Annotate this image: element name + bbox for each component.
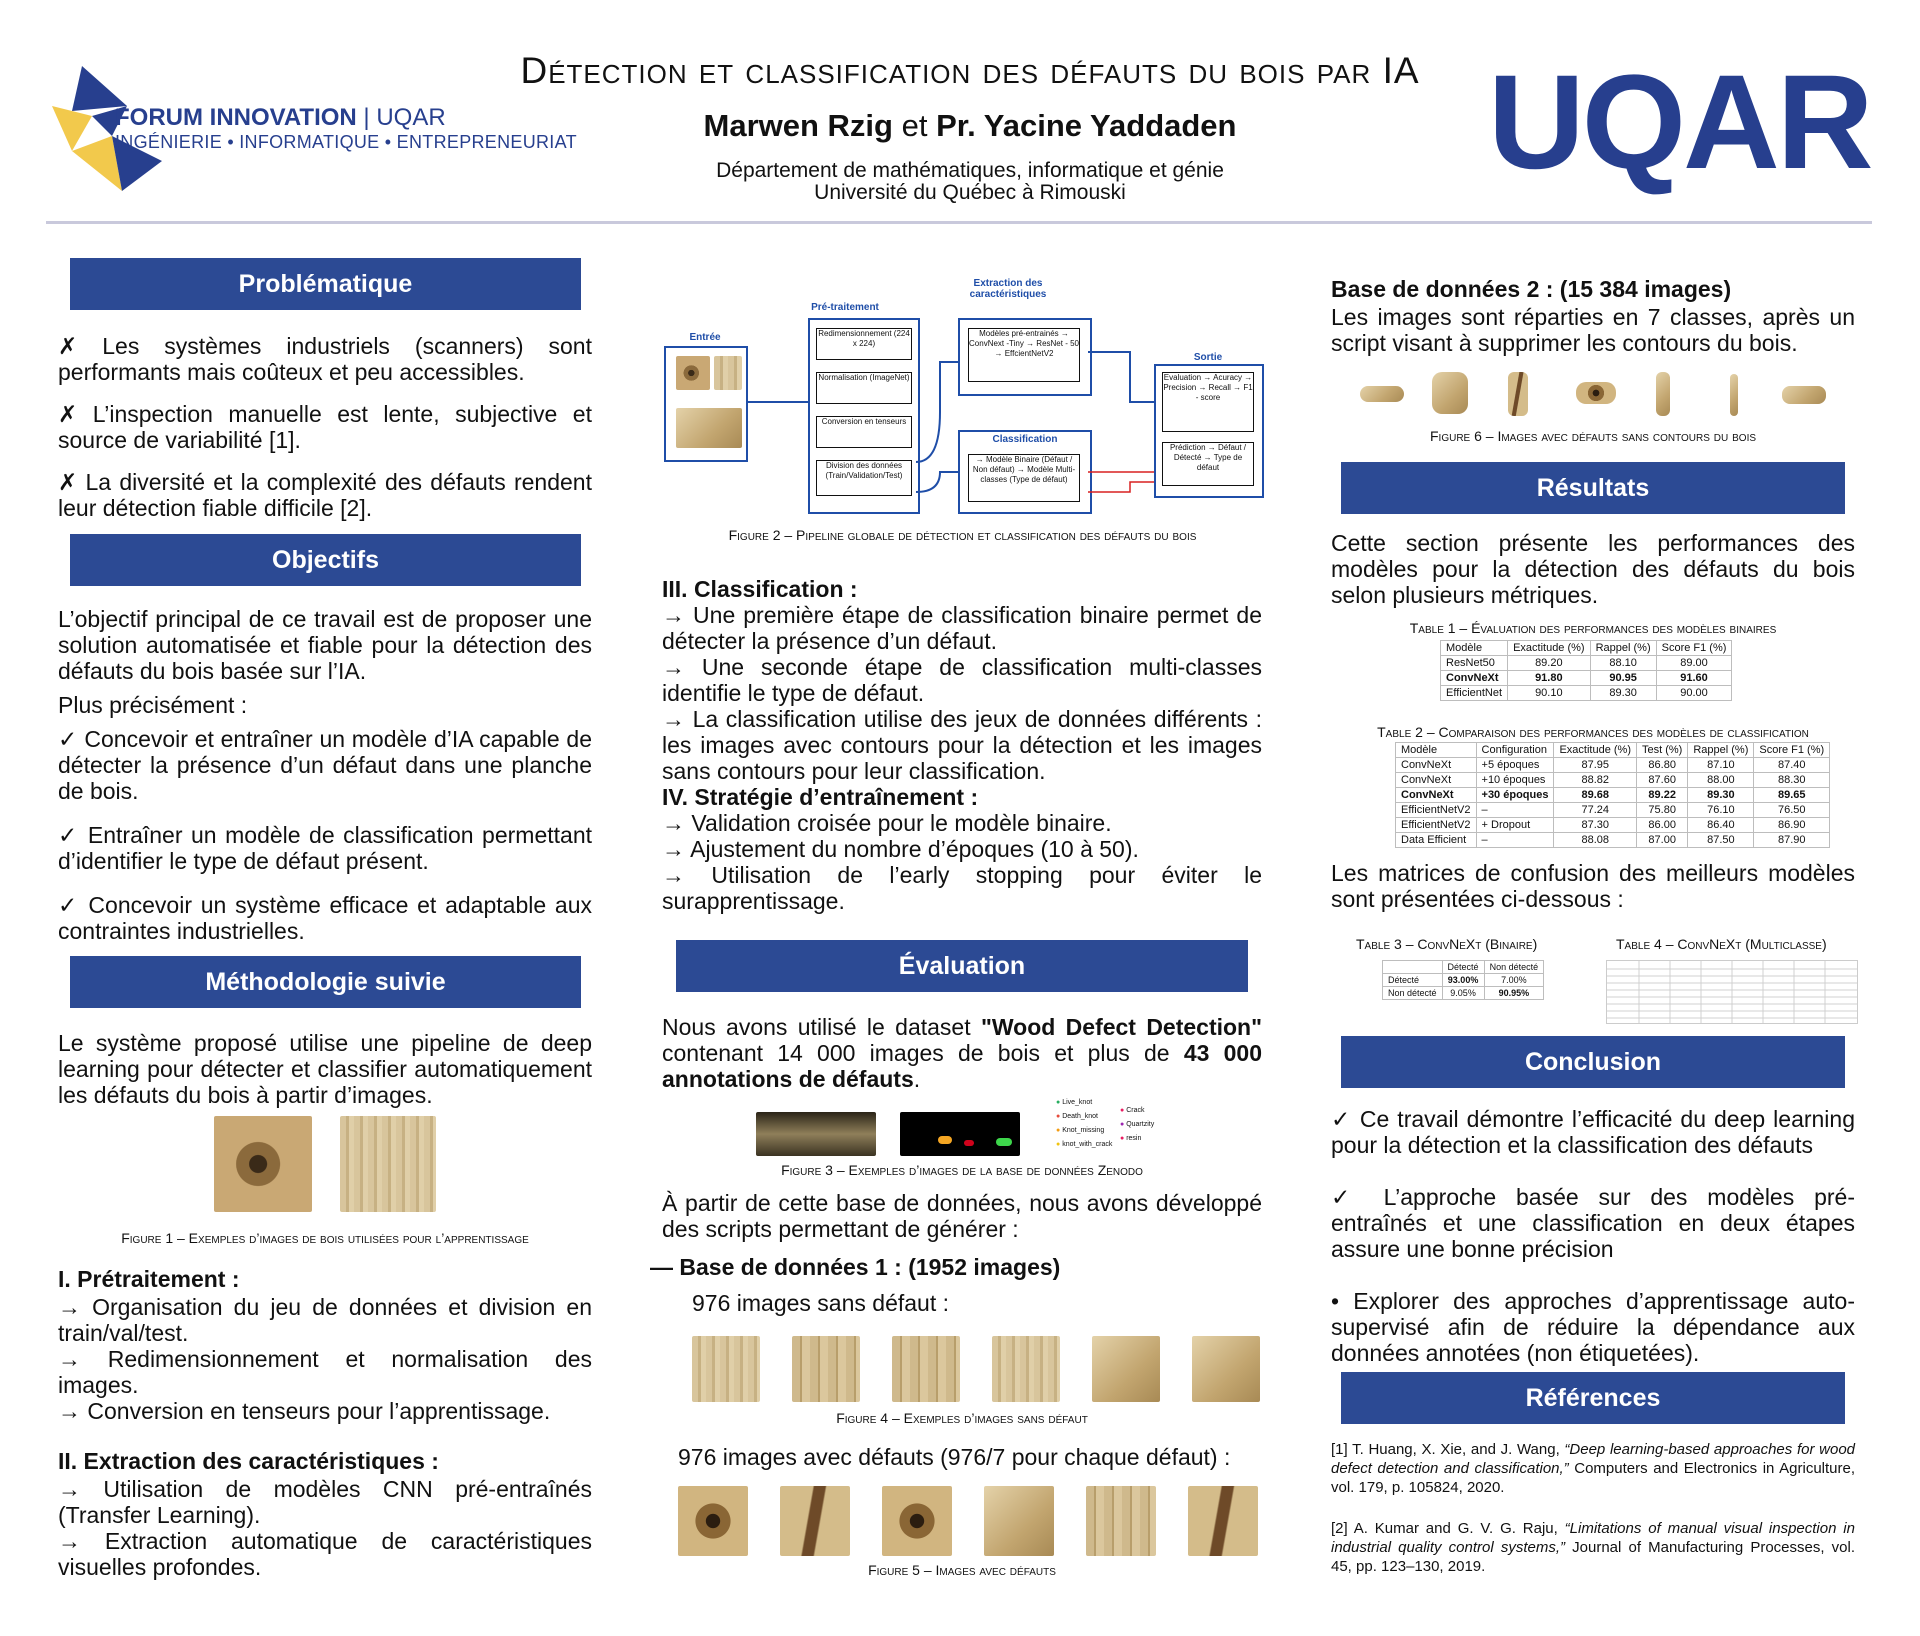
pipeline-label-classification: Classification bbox=[992, 434, 1058, 445]
table-header: Score F1 (%) bbox=[1754, 743, 1830, 758]
table-3 bbox=[1382, 960, 1544, 1000]
problem-item: ✗ Les systèmes industriels (scanners) sont performants mais coûteux et peu accessibles. bbox=[58, 333, 592, 385]
defect-crop bbox=[1576, 382, 1616, 404]
table-1 bbox=[1440, 640, 1732, 701]
defect-image bbox=[1188, 1486, 1258, 1556]
table-4-caption: Table 4 – ConvNeXt (Multiclasse) bbox=[1616, 936, 1827, 952]
table-cell: ResNet50 bbox=[1441, 656, 1508, 671]
s2-title: II. Extraction des caractéristiques : bbox=[58, 1448, 439, 1474]
header-divider bbox=[46, 221, 1872, 224]
table-header: Test (%) bbox=[1637, 743, 1688, 758]
step-resize: Redimensionnement (224 x 224) bbox=[816, 328, 912, 360]
table-cell: 87.30 bbox=[1554, 818, 1637, 833]
table-cell: 90.95 bbox=[1590, 671, 1656, 686]
table-cell: 88.00 bbox=[1688, 773, 1754, 788]
authors: Marwen Rzig et Pr. Yacine Yaddaden bbox=[703, 108, 1237, 143]
table-cell: 87.90 bbox=[1754, 833, 1830, 848]
figure-2-caption: Figure 2 – Pipeline globale de détection et classification des défauts du bois bbox=[728, 527, 1197, 543]
affiliation: Département de mathématiques, informatique et génie Université du Québec à Rimouski bbox=[716, 159, 1224, 204]
conclusion-list bbox=[1331, 1106, 1855, 1366]
table-row bbox=[1396, 818, 1830, 833]
table-cell: 75.80 bbox=[1637, 803, 1688, 818]
evaluation-metrics: Evaluation → Acuracy → Precision → Recall → F1 - score bbox=[1162, 372, 1254, 432]
table-2-caption: Table 2 – Comparaison des performances des modèles de classification bbox=[1377, 724, 1809, 740]
objectifs-intro: L’objectif principal de ce travail est de proposer une solution automatisée et fiable pour la détection des défauts du bois basée sur l’IA. bbox=[58, 606, 592, 684]
table-cell: 89.65 bbox=[1754, 788, 1830, 803]
step-tensor: Conversion en tenseurs bbox=[816, 416, 912, 448]
s1-title: I. Prétraitement : bbox=[58, 1266, 240, 1292]
table-row bbox=[1383, 987, 1544, 1000]
table-row bbox=[1441, 671, 1732, 686]
pipeline-label-entree: Entrée bbox=[689, 332, 721, 343]
table-cell: 89.30 bbox=[1590, 686, 1656, 701]
figure-3-caption: Figure 3 – Exemples d’images de la base de données Zenodo bbox=[781, 1162, 1143, 1178]
table-cell: 87.40 bbox=[1754, 758, 1830, 773]
prediction-output: Prédiction → Défaut / Détecté → Type de défaut bbox=[1162, 442, 1254, 486]
table-cell: 77.24 bbox=[1554, 803, 1637, 818]
zenodo-image bbox=[756, 1112, 876, 1156]
defect-image bbox=[780, 1486, 850, 1556]
defect-crop bbox=[1782, 386, 1826, 404]
uqar-logo: UQAR bbox=[1488, 48, 1871, 197]
reference-item: [2] A. Kumar and G. V. G. Raju, “Limitations of manual visual inspection in industrial quality control systems,” Journal of Manufacturing Processes, vol. 45, pp. 123–130, 2019. bbox=[1331, 1520, 1855, 1575]
table-cell: 93.00% bbox=[1442, 974, 1484, 987]
confusion-text: Les matrices de confusion des meilleurs modèles sont présentées ci-dessous : bbox=[1331, 860, 1855, 912]
db2-text: Les images sont réparties en 7 classes, après un script visant à supprimer les contours du bois. bbox=[1331, 304, 1855, 356]
pipeline-label-extraction: Extraction des caractéristiques bbox=[969, 278, 1047, 300]
table-cell: 89.68 bbox=[1554, 788, 1637, 803]
table-cell: – bbox=[1476, 833, 1554, 848]
wood-knot-image bbox=[214, 1116, 312, 1212]
problem-item: ✗ La diversité et la complexité des défauts rendent leur détection fiable difficile [2]. bbox=[58, 469, 592, 521]
s4-list bbox=[662, 810, 1262, 914]
table-header: Modèle bbox=[1441, 641, 1508, 656]
table-cell: – bbox=[1476, 803, 1554, 818]
table-cell: 88.08 bbox=[1554, 833, 1637, 848]
db1-sans: 976 images sans défaut : bbox=[692, 1290, 949, 1316]
table-cell: 86.90 bbox=[1754, 818, 1830, 833]
wood-clean-image bbox=[340, 1116, 436, 1212]
resultats-intro: Cette section présente les performances des modèles pour la détection des défauts du bois selon plusieurs métriques. bbox=[1331, 530, 1855, 608]
step-split: Division des données (Train/Validation/Test) bbox=[816, 460, 912, 496]
defect-image bbox=[984, 1486, 1054, 1556]
s1-line: → Organisation du jeu de données et division en train/val/test. bbox=[58, 1294, 592, 1346]
table-cell: 89.20 bbox=[1508, 656, 1591, 671]
dev-text: À partir de cette base de données, nous avons développé des scripts permettant de générer : bbox=[662, 1190, 1262, 1242]
table-row bbox=[1441, 656, 1732, 671]
table-cell: 76.50 bbox=[1754, 803, 1830, 818]
defect-image bbox=[882, 1486, 952, 1556]
defect-crop bbox=[1432, 372, 1468, 414]
table-cell: 86.00 bbox=[1637, 818, 1688, 833]
banner-resultats: Résultats bbox=[1341, 462, 1845, 514]
table-row bbox=[1396, 803, 1830, 818]
table-row bbox=[1396, 833, 1830, 848]
table-cell: 86.40 bbox=[1688, 818, 1754, 833]
table-2 bbox=[1395, 742, 1830, 848]
s3-list bbox=[662, 602, 1262, 784]
banner-methodologie: Méthodologie suivie bbox=[70, 956, 581, 1008]
defect-image bbox=[1086, 1486, 1156, 1556]
banner-conclusion: Conclusion bbox=[1341, 1036, 1845, 1088]
classification-models: → Modèle Binaire (Défaut / Non défaut) → Modèle Multi-classes (Type de défaut) bbox=[968, 454, 1080, 502]
table-1-caption: Table 1 – Évaluation des performances des modèles binaires bbox=[1409, 620, 1777, 636]
figure-4-caption: Figure 4 – Exemples d’images sans défaut bbox=[836, 1410, 1088, 1426]
table-row bbox=[1396, 788, 1830, 803]
table-header: Exactitude (%) bbox=[1554, 743, 1637, 758]
step-normalize: Normalisation (ImageNet) bbox=[816, 372, 912, 404]
clean-wood-image bbox=[892, 1336, 960, 1402]
db1-avec: 976 images avec défauts (976/7 pour chaque défaut) : bbox=[678, 1444, 1231, 1470]
clean-wood-image bbox=[1092, 1336, 1160, 1402]
s1-line: → Redimensionnement et normalisation des images. bbox=[58, 1346, 592, 1398]
objective-item: ✓ Concevoir un système efficace et adaptable aux contraintes industrielles. bbox=[58, 892, 592, 944]
table-cell: EfficientNetV2 bbox=[1396, 818, 1477, 833]
table-cell: 90.00 bbox=[1656, 686, 1732, 701]
table-cell: 88.10 bbox=[1590, 656, 1656, 671]
defect-crop bbox=[1656, 372, 1670, 416]
figure-5-caption: Figure 5 – Images avec défauts bbox=[868, 1562, 1056, 1578]
table-cell: 9.05% bbox=[1442, 987, 1484, 1000]
table-cell: 89.00 bbox=[1656, 656, 1732, 671]
table-3-caption: Table 3 – ConvNeXt (Binaire) bbox=[1356, 936, 1538, 952]
defect-crop bbox=[1508, 372, 1528, 416]
table-row bbox=[1396, 758, 1830, 773]
clean-wood-image bbox=[992, 1336, 1060, 1402]
defect-crop bbox=[1360, 386, 1404, 402]
table-cell: 89.30 bbox=[1688, 788, 1754, 803]
table-cell: ConvNeXt bbox=[1396, 788, 1477, 803]
objectifs-text bbox=[58, 606, 592, 944]
table-header: Modèle bbox=[1396, 743, 1477, 758]
table-cell: +10 époques bbox=[1476, 773, 1554, 788]
s3-line: → Une seconde étape de classification multi-classes identifie le type de défaut. bbox=[662, 654, 1262, 706]
clean-wood-image bbox=[1192, 1336, 1260, 1402]
table-row bbox=[1396, 773, 1830, 788]
table-cell: 87.50 bbox=[1688, 833, 1754, 848]
reference-item: [1] T. Huang, X. Xie, and J. Wang, “Deep learning-based approaches for wood defect detection and classification,” Computers and Electronics in Agriculture, vol. 179, p. 105824, 2020. bbox=[1331, 1441, 1856, 1496]
pipeline-label-pretraitement: Pré-traitement bbox=[811, 302, 879, 313]
conclusion-item: ✓ L’approche basée sur des modèles pré-entraînés et une classification en deux étapes assure une bonne précision bbox=[1331, 1184, 1855, 1262]
s2-line: → Extraction automatique de caractéristiques visuelles profondes. bbox=[58, 1528, 592, 1580]
table-header bbox=[1383, 961, 1443, 974]
s4-line: → Validation croisée pour le modèle binaire. bbox=[662, 810, 1112, 836]
table-cell: EfficientNetV2 bbox=[1396, 803, 1477, 818]
objective-item: ✓ Entraîner un modèle de classification permettant d’identifier le type de défaut présent. bbox=[58, 822, 592, 874]
s4-line: → Utilisation de l’early stopping pour éviter le surapprentissage. bbox=[662, 862, 1262, 914]
evaluation-text: Nous avons utilisé le dataset "Wood Defect Detection" contenant 14 000 images de bois et plus de 43 000 annotations de défauts. bbox=[662, 1014, 1263, 1092]
table-cell: 87.60 bbox=[1637, 773, 1688, 788]
table-cell: 87.95 bbox=[1554, 758, 1637, 773]
table-cell: + Dropout bbox=[1476, 818, 1554, 833]
table-header: Non détecté bbox=[1484, 961, 1544, 974]
banner-references: Références bbox=[1341, 1372, 1845, 1424]
forum-tagline: INGÉNIERIE • INFORMATIQUE • ENTREPRENEURIAT bbox=[115, 132, 577, 152]
table-4-matrix bbox=[1606, 960, 1858, 1024]
table-cell: 87.00 bbox=[1637, 833, 1688, 848]
s1-list bbox=[58, 1294, 592, 1424]
s1-line: → Conversion en tenseurs pour l’apprentissage. bbox=[58, 1398, 551, 1424]
table-cell: 7.00% bbox=[1484, 974, 1544, 987]
objective-item: ✓ Concevoir et entraîner un modèle d’IA capable de détecter la présence d’un défaut dans une planche de bois. bbox=[58, 726, 592, 804]
table-cell: +30 époques bbox=[1476, 788, 1554, 803]
confusion-matrix-grid bbox=[1607, 961, 1857, 1023]
table-cell: +5 époques bbox=[1476, 758, 1554, 773]
table-row bbox=[1441, 686, 1732, 701]
table-cell: Non détecté bbox=[1383, 987, 1443, 1000]
table-cell: ConvNeXt bbox=[1441, 671, 1508, 686]
table-cell: 90.95% bbox=[1484, 987, 1544, 1000]
methodo-intro: Le système proposé utilise une pipeline de deep learning pour détecter et classifier automatiquement les défauts du bois à partir d’images. bbox=[58, 1030, 592, 1108]
table-cell: Data Efficient bbox=[1396, 833, 1477, 848]
pipeline-arrows bbox=[660, 282, 1265, 522]
table-cell: 88.82 bbox=[1554, 773, 1637, 788]
s3-line: → La classification utilise des jeux de données différents : les images avec contours pour la détection et les images sans contours pour leur classification. bbox=[662, 706, 1262, 784]
s3-title: III. Classification : bbox=[662, 576, 858, 602]
clean-wood-image bbox=[792, 1336, 860, 1402]
zenodo-mask-image bbox=[900, 1112, 1020, 1156]
table-row bbox=[1383, 974, 1544, 987]
problem-item: ✗ L’inspection manuelle est lente, subjective et source de variabilité [1]. bbox=[58, 401, 592, 453]
table-cell: 76.10 bbox=[1688, 803, 1754, 818]
db1-title: — Base de données 1 : (1952 images) bbox=[650, 1254, 1061, 1280]
table-cell: 91.60 bbox=[1656, 671, 1732, 686]
defect-image bbox=[678, 1486, 748, 1556]
figure-6-caption: Figure 6 – Images avec défauts sans contours du bois bbox=[1429, 428, 1757, 444]
table-cell: 87.10 bbox=[1688, 758, 1754, 773]
figure-6-images bbox=[1360, 370, 1830, 420]
problematique-list bbox=[58, 333, 592, 521]
poster-title: Détection et classification des défauts du bois par IA bbox=[520, 50, 1420, 91]
s2-line: → Utilisation de modèles CNN pré-entraînés (Transfer Learning). bbox=[58, 1476, 592, 1528]
table-header: Rappel (%) bbox=[1590, 641, 1656, 656]
objectifs-precise: Plus précisément : bbox=[58, 692, 248, 718]
table-header-row bbox=[1396, 743, 1830, 758]
table-cell: 88.30 bbox=[1754, 773, 1830, 788]
table-cell: 89.22 bbox=[1637, 788, 1688, 803]
conclusion-item: • Explorer des approches d’apprentissage auto-supervisé afin de réduire la dépendance aux données annotées (non étiquetées). bbox=[1331, 1288, 1855, 1366]
s2-list bbox=[58, 1476, 592, 1580]
s3-line: → Une première étape de classification binaire permet de détecter la présence d’un défaut. bbox=[662, 602, 1262, 654]
banner-evaluation: Évaluation bbox=[676, 940, 1248, 992]
table-header: Score F1 (%) bbox=[1656, 641, 1732, 656]
pretrained-models: Modèles pré-entrainés → ConvNext -Tiny → ResNet - 50 → EffcientNetV2 bbox=[968, 328, 1080, 382]
banner-objectifs: Objectifs bbox=[70, 534, 581, 586]
table-header: Configuration bbox=[1476, 743, 1554, 758]
table-header: Exactitude (%) bbox=[1508, 641, 1591, 656]
table-header-row bbox=[1441, 641, 1732, 656]
table-cell: 86.80 bbox=[1637, 758, 1688, 773]
table-cell: ConvNeXt bbox=[1396, 773, 1477, 788]
references-list bbox=[1331, 1440, 1855, 1576]
table-header: Détecté bbox=[1442, 961, 1484, 974]
table-header: Rappel (%) bbox=[1688, 743, 1754, 758]
defect-crop bbox=[1730, 374, 1738, 416]
s4-line: → Ajustement du nombre d’époques (10 à 50). bbox=[662, 836, 1139, 862]
table-cell: 91.80 bbox=[1508, 671, 1591, 686]
table-cell: ConvNeXt bbox=[1396, 758, 1477, 773]
pipeline-diagram bbox=[660, 278, 1265, 522]
banner-problematique: Problématique bbox=[70, 258, 581, 310]
table-cell: Détecté bbox=[1383, 974, 1443, 987]
clean-wood-image bbox=[692, 1336, 760, 1402]
pipeline-label-sortie: Sortie bbox=[1193, 352, 1223, 363]
figure-1-caption: Figure 1 – Exemples d’images de bois utilisées pour l’apprentissage bbox=[121, 1230, 529, 1246]
table-cell: 90.10 bbox=[1508, 686, 1591, 701]
s4-title: IV. Stratégie d’entraînement : bbox=[662, 784, 979, 810]
forum-name: FORUM INNOVATION | UQAR bbox=[115, 104, 446, 131]
table-header-row bbox=[1383, 961, 1544, 974]
conclusion-item: ✓ Ce travail démontre l’efficacité du deep learning pour la détection et la classification des défauts bbox=[1331, 1106, 1855, 1158]
table-cell: EfficientNet bbox=[1441, 686, 1508, 701]
db2-title: Base de données 2 : (15 384 images) bbox=[1331, 276, 1732, 302]
